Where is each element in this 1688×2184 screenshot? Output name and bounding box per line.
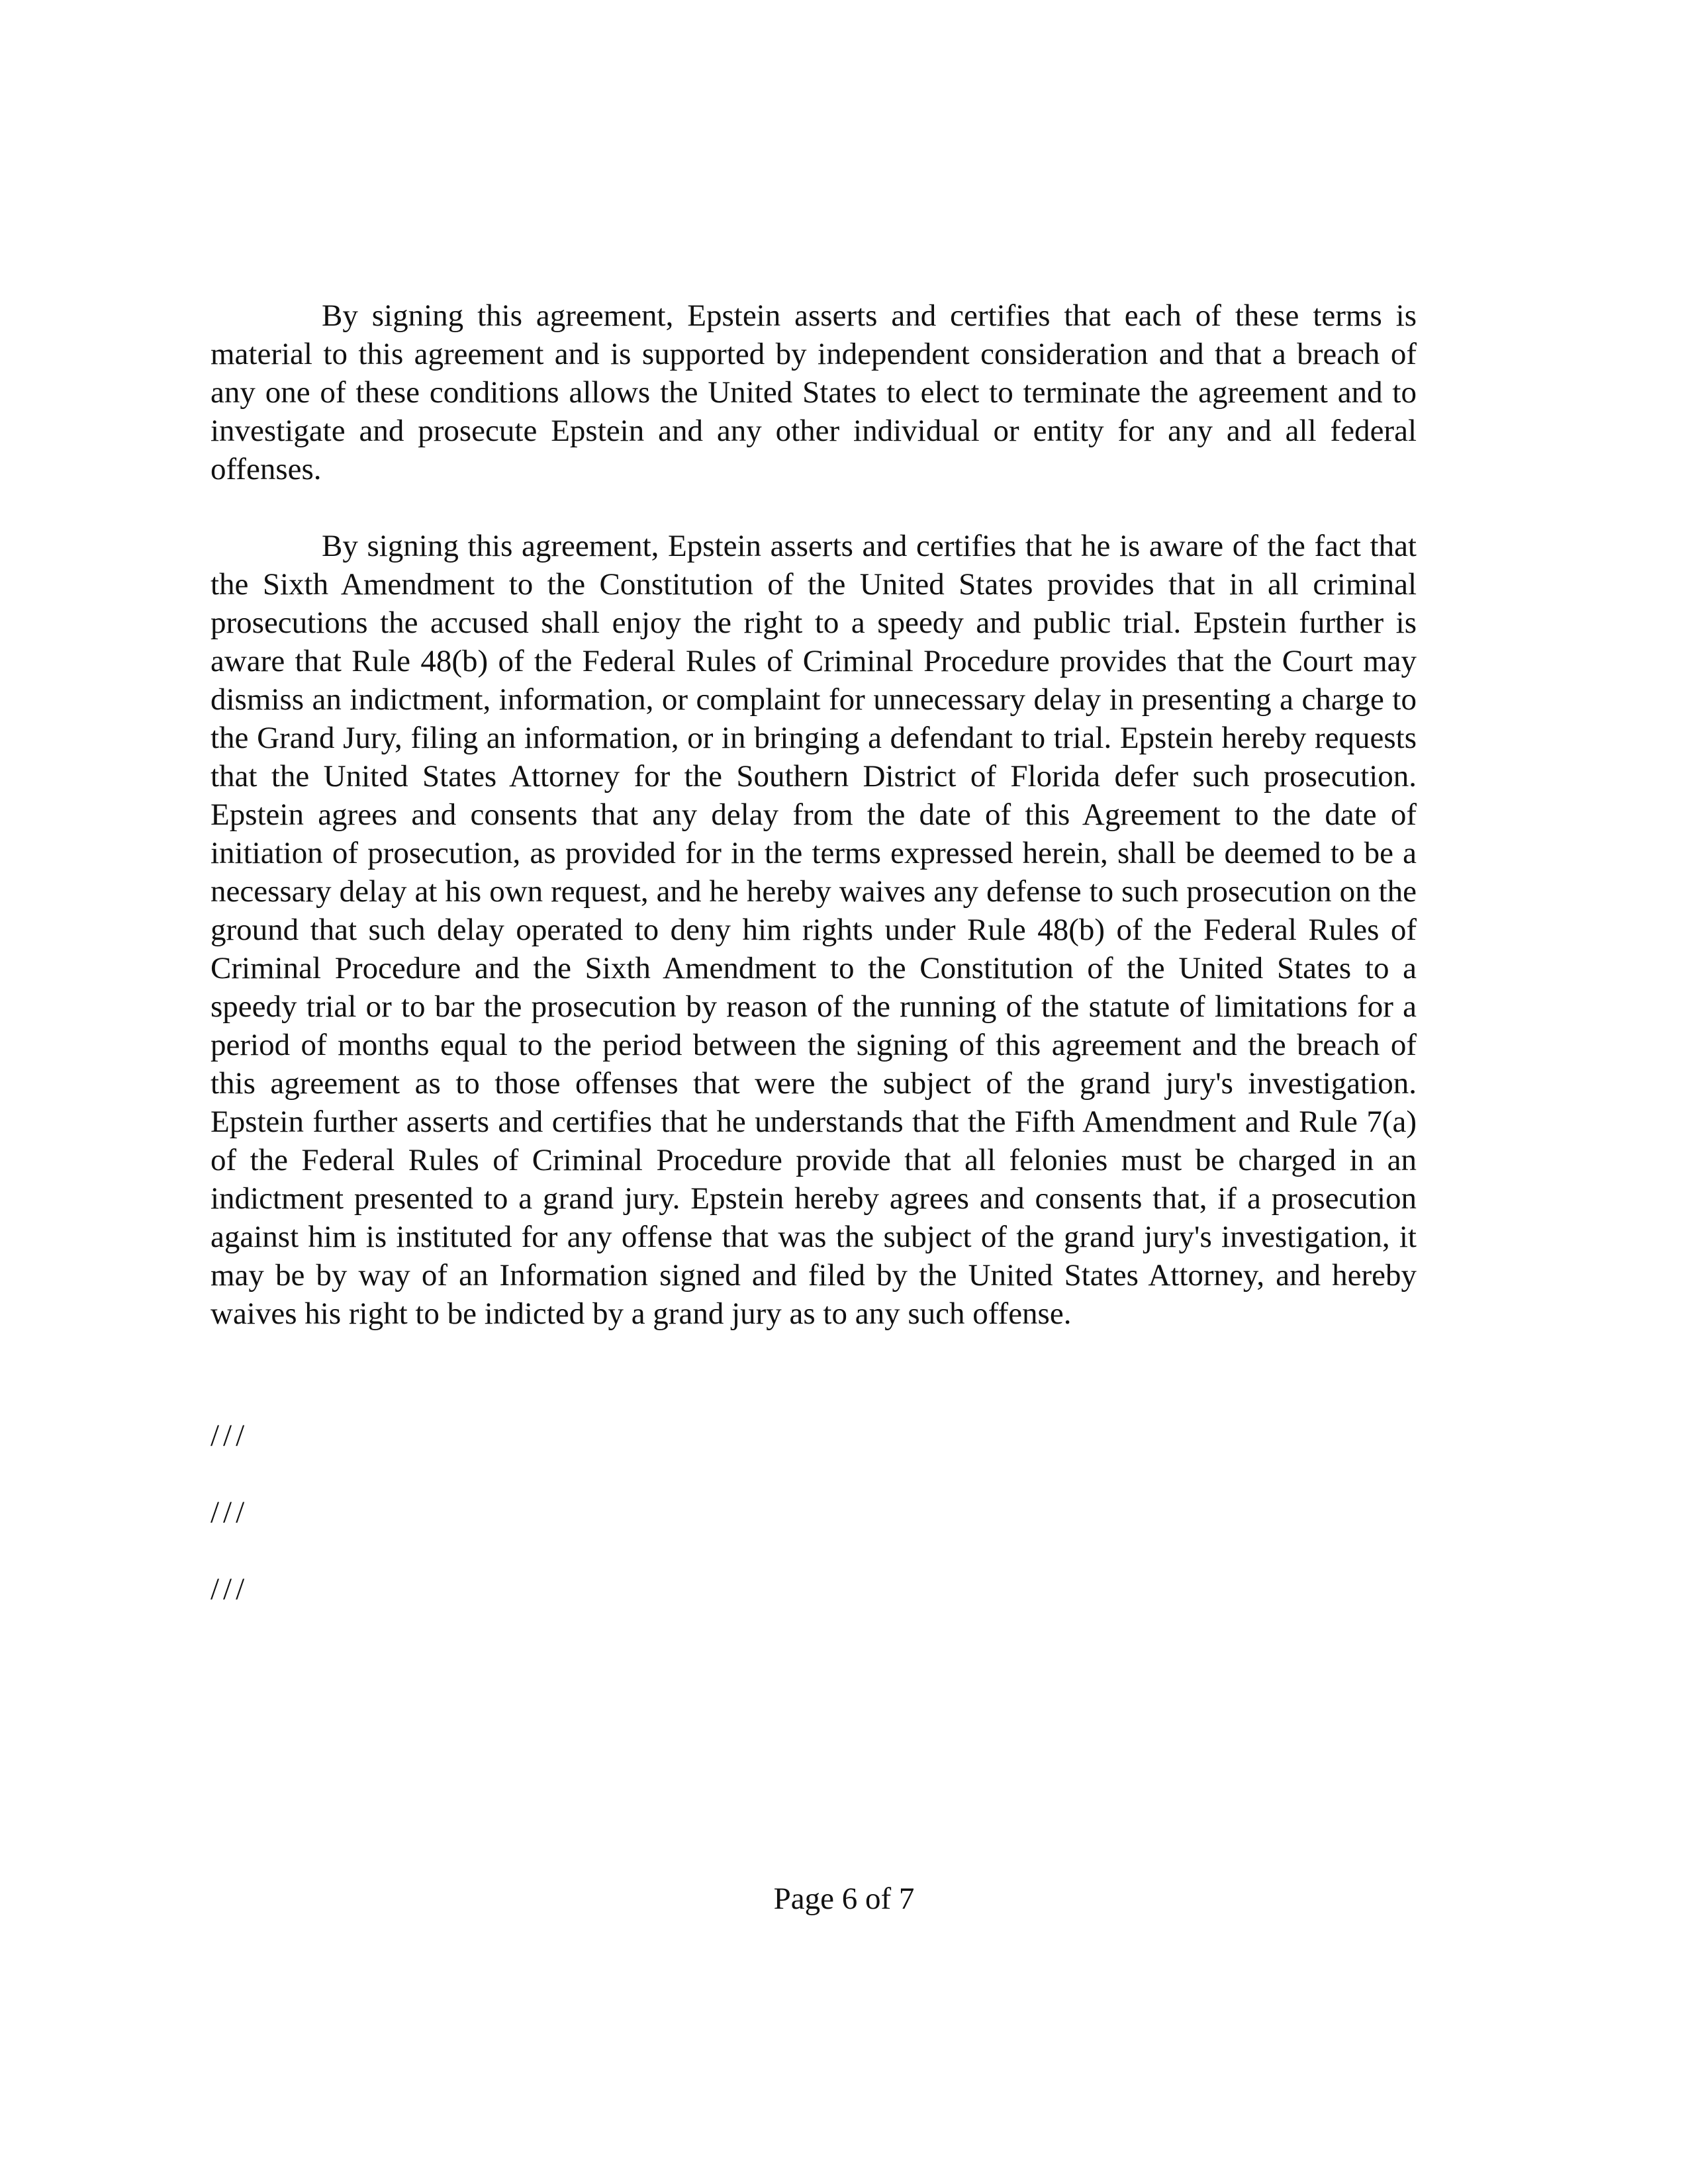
continuation-mark: /// bbox=[211, 1418, 249, 1453]
continuation-marks bbox=[211, 1416, 248, 1647]
page-number: Page 6 of 7 bbox=[773, 1882, 915, 1916]
document-body bbox=[211, 296, 1417, 1333]
paragraph-consideration-breach: By signing this agreement, Epstein asserts and certifies that each of these terms is material to this agreement and is supported by independent consideration and that a breach of any one of these conditions allows the United States to elect to terminate the agreement and to investigate and prosecute Epstein and any other individual or entity for any and all federal offenses. bbox=[211, 298, 1417, 486]
continuation-mark: /// bbox=[211, 1495, 249, 1529]
continuation-mark: /// bbox=[211, 1572, 249, 1606]
paragraph-speedy-trial-waiver: By signing this agreement, Epstein asserts and certifies that he is aware of the fact that the Sixth Amendment to the Constitution of the United States provides that in all criminal prosecutions the accused shall enjoy the right to a speedy and public trial. Epstein further is aware that Rule 48(b) of the Federal Rules of Criminal Procedure provides that the Court may dismiss an indictment, information, or complaint for unnecessary delay in presenting a charge to the Grand Jury, filing an information, or in bringing a defendant to trial. Epstein hereby requests that the United States Attorney for the Southern District of Florida defer such prosecution. Epstein agrees and consents that any delay from the date of this Agreement to the date of initiation of prosecution, as provided for in the terms expressed herein, shall be deemed to be a necessary delay at his own request, and he hereby waives any defense to such prosecution on the ground that such delay operated to deny him rights under Rule 48(b) of the Federal Rules of Criminal Procedure and the Sixth Amendment to the Constitution of the United States to a speedy trial or to bar the prosecution by reason of the running of the statute of limitations for a period of months equal to the period between the signing of this agreement and the breach of this agreement as to those offenses that were the subject of the grand jury's investigation. Epstein further asserts and certifies that he understands that the Fifth Amendment and Rule 7(a) of the Federal Rules of Criminal Procedure provide that all felonies must be charged in an indictment presented to a grand jury. Epstein hereby agrees and consents that, if a prosecution against him is instituted for any offense that was the subject of the grand jury's investigation, it may be by way of an Information signed and filed by the United States Attorney, and hereby waives his right to be indicted by a grand jury as to any such offense. bbox=[211, 529, 1417, 1331]
